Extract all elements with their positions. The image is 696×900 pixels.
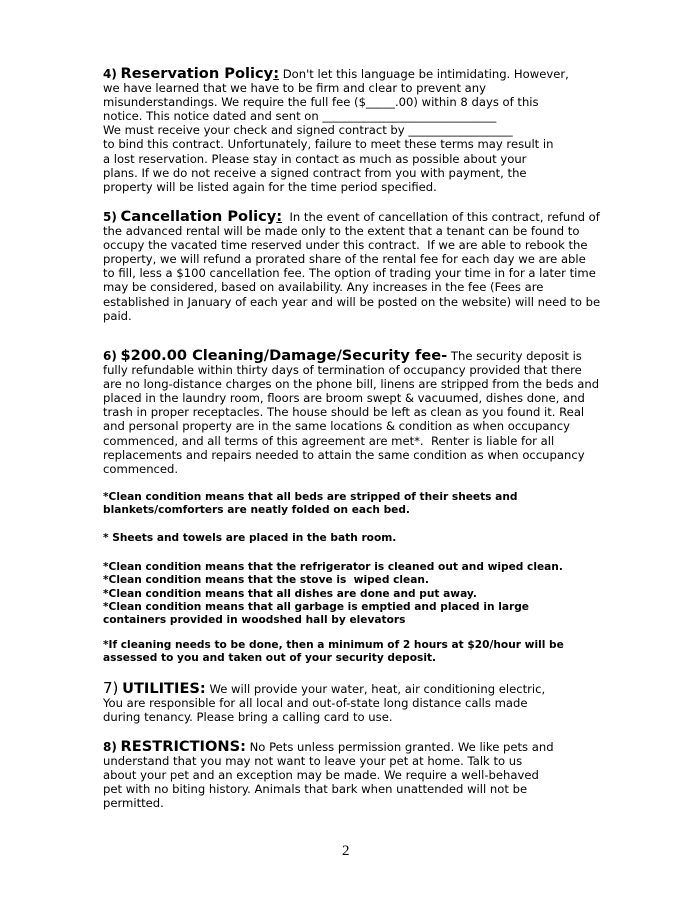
paragraph-line: permitted.	[103, 796, 164, 811]
section-number: 7)	[103, 679, 119, 697]
paragraph-line: occupy the vacated time reserved under this contract. If we are able to rebook the	[103, 238, 588, 253]
paragraph-line: we have learned that we have to be firm and clear to prevent any	[103, 81, 486, 96]
section-heading: RESTRICTIONS:	[120, 738, 246, 755]
paragraph-line: during tenancy. Please bring a calling card to use.	[103, 710, 393, 725]
paragraph-line: notice. This notice dated and sent on ______________________________	[103, 109, 497, 124]
note-line: *Clean condition means that all beds are stripped of their sheets and	[103, 491, 518, 503]
paragraph-line: to bind this contract. Unfortunately, failure to meet these terms may result in	[103, 137, 554, 152]
section-restrictions	[103, 740, 554, 810]
note-line: *Clean condition means that all garbage is emptied and placed in large	[103, 600, 529, 613]
paragraph-line: misunderstandings. We require the full fee ($_____.00) within 8 days of this	[103, 95, 539, 110]
paragraph-line: Don't let this language be intimidating. However,	[279, 67, 569, 81]
paragraph-line: trash in proper receptacles. The house should be left as clean as you found it. Real	[103, 405, 585, 420]
note-beds	[103, 491, 517, 518]
section-heading: Cancellation Policy	[120, 208, 277, 225]
paragraph-line: may be considered, based on availability. Any increases in the fee (Fees are	[103, 280, 544, 295]
section-number: 4)	[103, 67, 117, 81]
paragraph-line: In the event of cancellation of this contract, refund of	[282, 210, 600, 224]
section-utilities	[103, 681, 545, 724]
note-kitchen	[103, 561, 563, 627]
section-heading: UTILITIES:	[122, 680, 206, 697]
section-reservation-policy	[103, 67, 569, 194]
section-number: 5)	[103, 210, 117, 224]
note-line: blankets/comforters are neatly folded on each bed.	[103, 504, 410, 517]
section-heading: $200.00 Cleaning/Damage/Security fee-	[120, 347, 448, 364]
paragraph-line: No Pets unless permission granted. We like pets and	[245, 740, 554, 754]
paragraph-line: pet with no biting history. Animals that bark when unattended will not be	[103, 782, 528, 797]
paragraph-line: replacements and repairs needed to attain the same condition as when occupancy	[103, 447, 585, 462]
section-number: 6)	[103, 349, 117, 363]
paragraph-line: to fill, less a $100 cancellation fee. The option of trading your time in for a later time	[103, 266, 596, 281]
paragraph-line: understand that you may not want to leave your pet at home. Talk to us	[103, 754, 523, 769]
paragraph-line: about your pet and an exception may be made. We require a well-behaved	[103, 768, 539, 783]
note-line: *Clean condition means that all dishes are done and put away.	[103, 587, 477, 600]
note-line: *Clean condition means that the refrigerator is cleaned out and wiped clean.	[103, 561, 563, 573]
note-towels	[103, 532, 396, 545]
section-cancellation-policy	[103, 210, 600, 323]
section-security-fee	[103, 349, 599, 476]
heading-colon: :	[273, 65, 280, 82]
paragraph-line: fully refundable within thirty days of termination of occupancy provided that there	[103, 363, 582, 378]
paragraph-line: and personal property are in the same locations & condition as when occupancy	[103, 419, 571, 434]
note-line: containers provided in woodshed hall by elevators	[103, 614, 406, 627]
heading-colon: :	[276, 208, 283, 225]
paragraph-line: We will provide your water, heat, air conditioning electric,	[205, 682, 546, 696]
paragraph-line: plans. If we do not receive a signed contract from you with payment, the	[103, 165, 527, 180]
paragraph-line: paid.	[103, 308, 132, 323]
paragraph-line: property will be listed again for the time period specified.	[103, 179, 437, 194]
paragraph-line: You are responsible for all local and out-of-state long distance calls made	[103, 696, 528, 711]
note-line: assessed to you and taken out of your security deposit.	[103, 652, 437, 665]
paragraph-line: placed in the laundry room, floors are broom swept & vacuumed, dishes done, and	[103, 391, 585, 406]
section-number: 8)	[103, 740, 117, 754]
paragraph-line: established in January of each year and will be posted on the website) will need to be	[103, 294, 601, 309]
paragraph-line: property, we will refund a prorated share of the rental fee for each day we are able	[103, 252, 586, 267]
paragraph-line: are no long-distance charges on the phone bill, linens are stripped from the beds and	[103, 377, 600, 392]
note-cleaning-charge	[103, 639, 564, 666]
paragraph-line: the advanced rental will be made only to the extent that a tenant can be found to	[103, 224, 580, 239]
note-line: *If cleaning needs to be done, then a minimum of 2 hours at $20/hour will be	[103, 639, 564, 651]
page-number: 2	[342, 843, 350, 859]
paragraph-line: a lost reservation. Please stay in contact as much as possible about your	[103, 151, 527, 166]
paragraph-line: commenced, and all terms of this agreement are met*. Renter is liable for all	[103, 433, 555, 448]
paragraph-line: The security deposit is	[447, 349, 582, 363]
paragraph-line: We must receive your check and signed contract by __________________	[103, 123, 513, 138]
note-line: * Sheets and towels are placed in the bath room.	[103, 532, 397, 544]
note-line: *Clean condition means that the stove is wiped clean.	[103, 574, 429, 587]
section-heading: Reservation Policy	[120, 65, 274, 82]
paragraph-line: commenced.	[103, 461, 179, 476]
